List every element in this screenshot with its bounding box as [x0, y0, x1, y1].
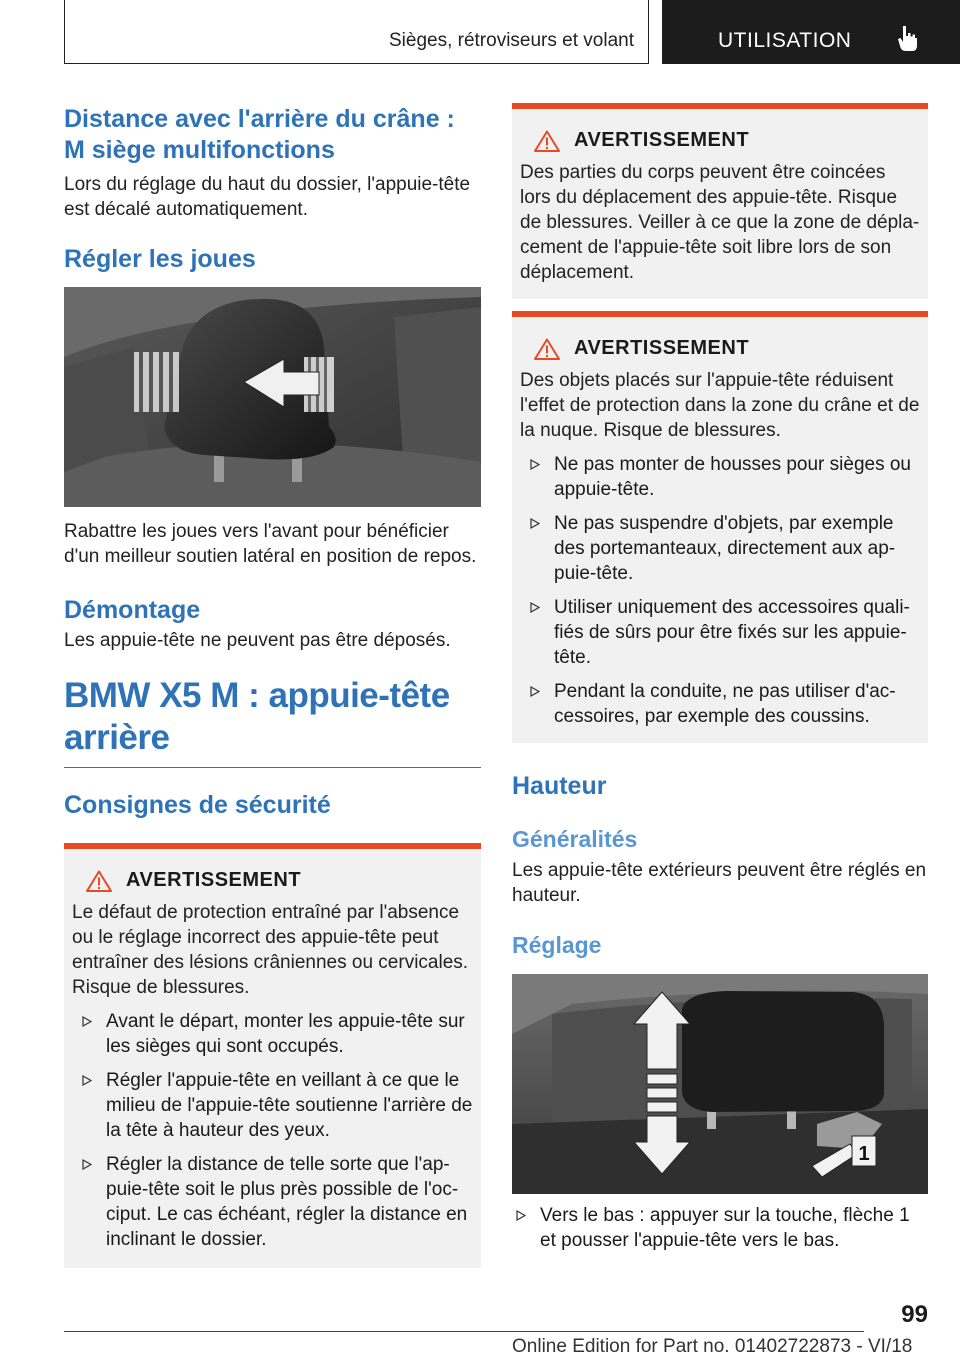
heading-hauteur: Hauteur	[512, 772, 607, 800]
list-item	[72, 1009, 473, 1059]
warning-text: Des parties du corps peuvent être coincées lors du déplacement des appuie-tête. Risque de blessures. Veiller à ce que la zone de dépla-cement de l'appuie-tête soit libre lors de son déplacement.	[520, 162, 920, 283]
paragraph-joues: Rabattre les joues vers l'avant pour bénéficier d'un meilleur soutien latéral en position de repos.	[64, 521, 477, 567]
left-column	[64, 100, 481, 1268]
bullet-triangle-icon	[530, 459, 540, 470]
paragraph-generalites: Les appuie-tête extérieurs peuvent être réglés en hauteur.	[512, 860, 927, 906]
figure-callout-1: 1	[858, 1143, 870, 1165]
warning-box-objets	[512, 311, 928, 743]
reglage-bullet-list	[512, 1203, 928, 1253]
page-header	[0, 0, 960, 64]
list-item-text: Régler l'appuie-tête en veillant à ce que le milieu de l'appuie-tête soutienne l'arrière de la tête à hauteur des yeux.	[106, 1070, 473, 1141]
page-number: 99	[901, 1301, 928, 1328]
headrest-side-cheeks-illustration	[64, 287, 481, 507]
list-item	[520, 595, 920, 670]
list-item-text: Vers le bas : appuyer sur la touche, flèche 1 et pousser l'appuie-tête vers le bas.	[540, 1205, 910, 1251]
list-item-text: Utiliser uniquement des accessoires quali-fiés de sûrs pour être fixés sur les appuie-tête.	[554, 597, 910, 668]
section-title-box	[64, 0, 649, 64]
heading-generalites: Généralités	[512, 826, 638, 852]
chapter-title: UTILISATION	[718, 29, 852, 52]
heading-distance: Distance avec l'arrière du crâne : M siège multifonctions	[64, 105, 455, 164]
list-item	[520, 452, 920, 502]
headrest-cheek-drawing	[64, 287, 481, 507]
warning-title: AVERTISSEMENT	[126, 869, 302, 891]
warning-box-coincement	[512, 103, 928, 299]
list-item-text: Pendant la conduite, ne pas utiliser d'ac-cessoires, par exemple des coussins.	[554, 681, 896, 727]
warning-text: Le défaut de protection entraîné par l'absence ou le réglage incorrect des appuie-tête peut entraîner des lésions crâniennes ou cervicales. Risque de blessures.	[72, 902, 469, 998]
chapter-tab	[662, 0, 960, 64]
pointing-hand-icon	[896, 24, 918, 52]
paragraph-distance: Lors du réglage du haut du dossier, l'appuie-tête est décalé automatiquement.	[64, 174, 471, 220]
right-column	[512, 100, 928, 1253]
heading-demontage: Démontage	[64, 596, 201, 624]
warning-title: AVERTISSEMENT	[574, 337, 750, 359]
footer-edition-text: Online Edition for Part no. 01402722873 - VI/18	[512, 1336, 913, 1357]
warning-header	[520, 337, 920, 360]
bullet-triangle-icon	[82, 1016, 92, 1027]
warning-text: Des objets placés sur l'appuie-tête réduisent l'effet de protection dans la zone du crâne et de la nuque. Risque de blessures.	[520, 370, 920, 441]
list-item-text: Régler la distance de telle sorte que l'ap-puie-tête soit le plus près possible de l'oc-ciput. Le cas échéant, régler la distance en inclinant le dossier.	[106, 1154, 468, 1250]
bullet-triangle-icon	[530, 686, 540, 697]
warning-header	[520, 129, 920, 152]
bullet-triangle-icon	[530, 518, 540, 529]
list-item	[72, 1152, 473, 1252]
heading-bmw-x5m-appuie-tete-arriere: BMW X5 M : appuie-tête arrière	[64, 675, 481, 768]
paragraph-demontage: Les appuie-tête ne peuvent pas être déposés.	[64, 630, 451, 651]
warning-box-consignes	[64, 843, 481, 1268]
list-item	[520, 511, 920, 586]
headrest-height-drawing	[512, 974, 928, 1194]
headrest-height-illustration	[512, 974, 928, 1194]
warning-triangle-icon	[534, 338, 560, 360]
list-item	[520, 679, 920, 729]
list-item	[512, 1203, 928, 1253]
list-item-text: Ne pas suspendre d'objets, par exemple des portemanteaux, directement aux ap-puie-tête.	[554, 513, 896, 584]
warning-bullet-list	[72, 1009, 473, 1252]
bullet-triangle-icon	[516, 1210, 526, 1221]
list-item	[72, 1068, 473, 1143]
warning-bullet-list	[520, 452, 920, 729]
warning-triangle-icon	[534, 130, 560, 152]
bullet-triangle-icon	[82, 1075, 92, 1086]
warning-triangle-icon	[86, 870, 112, 892]
list-item-text: Ne pas monter de housses pour sièges ou appuie-tête.	[554, 454, 911, 500]
heading-reglage: Réglage	[512, 932, 602, 958]
heading-regler-joues: Régler les joues	[64, 245, 256, 273]
bullet-triangle-icon	[530, 602, 540, 613]
warning-header	[72, 869, 473, 892]
section-title: Sièges, rétroviseurs et volant	[388, 30, 634, 51]
warning-title: AVERTISSEMENT	[574, 129, 750, 151]
footer-divider	[64, 1331, 864, 1332]
bullet-triangle-icon	[82, 1159, 92, 1170]
list-item-text: Avant le départ, monter les appuie-tête sur les sièges qui sont occupés.	[106, 1011, 465, 1057]
heading-consignes-securite: Consignes de sécurité	[64, 791, 331, 819]
